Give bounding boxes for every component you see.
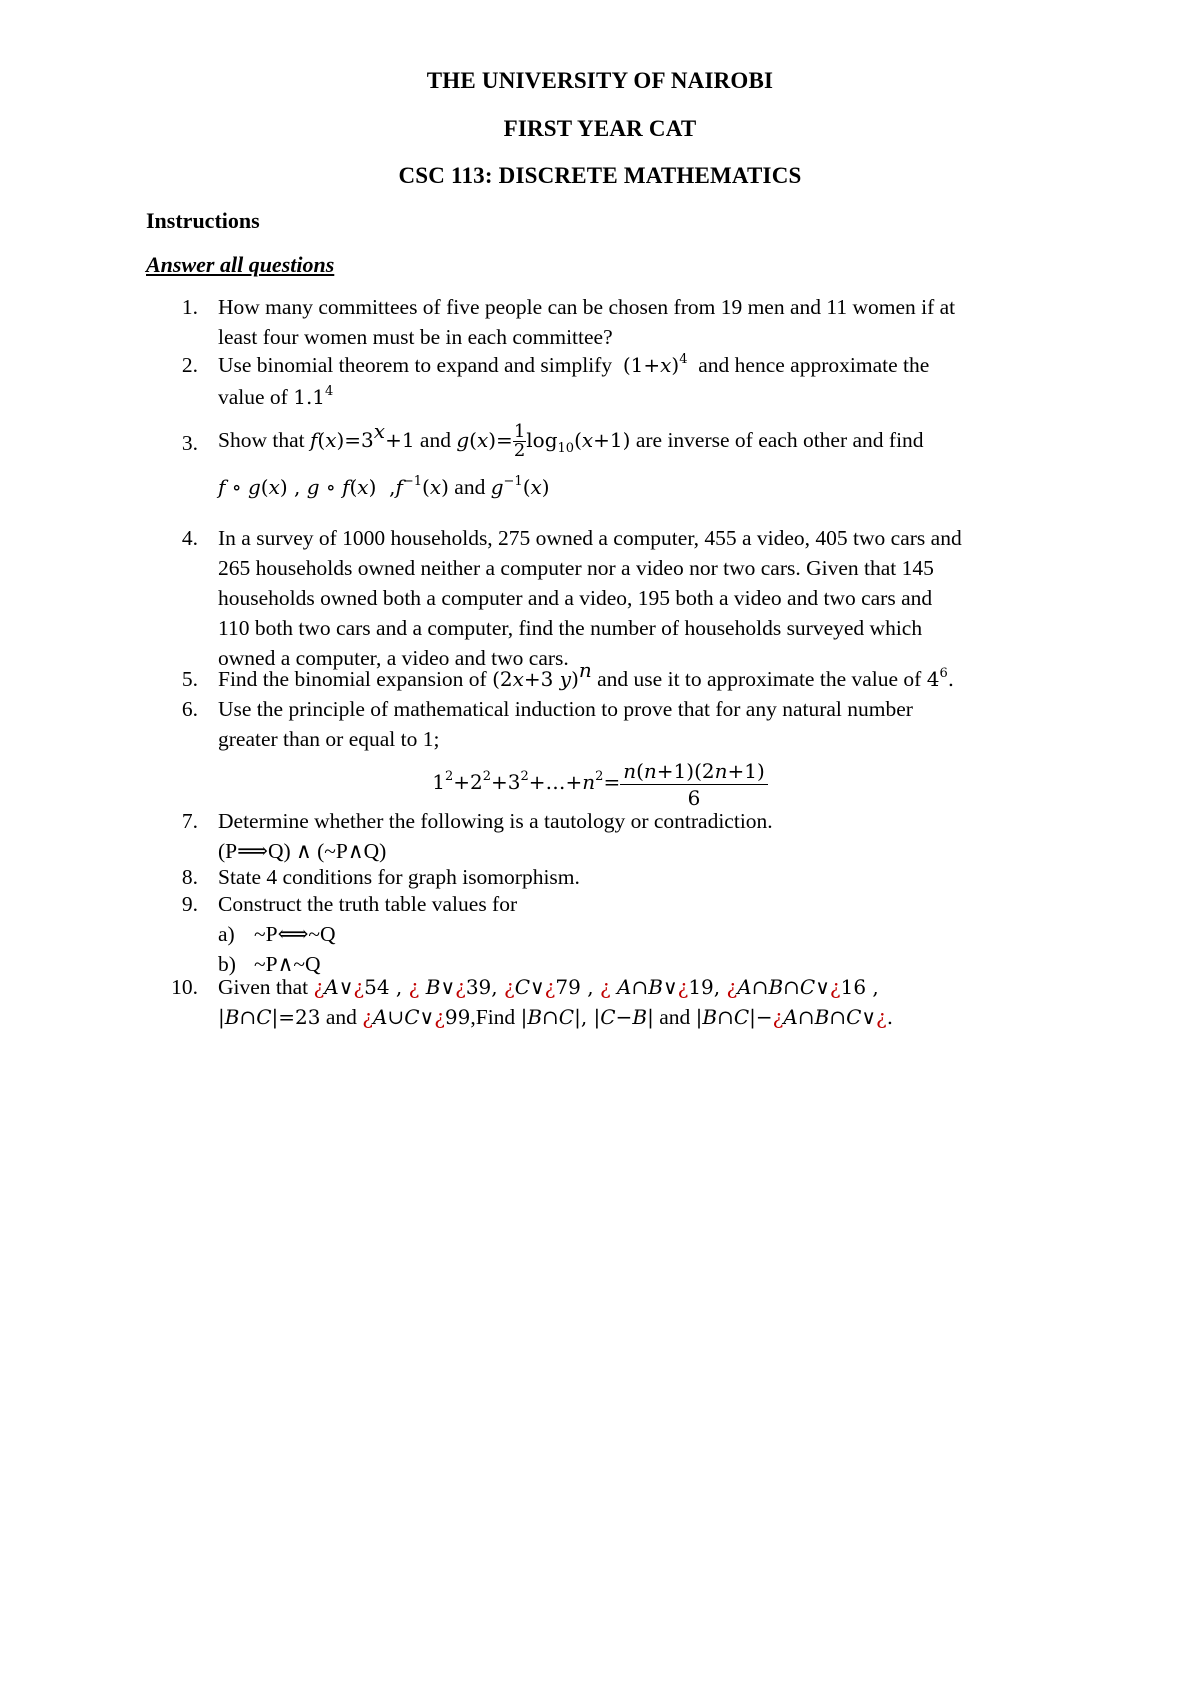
- question-text: value of: [218, 385, 288, 409]
- math-expression: $f(x)=3^x+1$: [309, 419, 415, 452]
- math-expression: $4^6$.: [926, 666, 955, 691]
- question-text: State 4 conditions for graph isomorphism.: [218, 865, 580, 889]
- math-expression: f ∘ g(x) , g ∘ f(x) $,f^{-1}(x)$: [218, 474, 449, 499]
- question-number: 3.: [181, 431, 198, 455]
- question-number: 4.: [181, 526, 198, 550]
- question-text: greater than or equal to 1;: [218, 727, 440, 751]
- question-text: least four women must be in each committee?: [218, 325, 613, 349]
- math-expression: ¿A∨¿54 , ¿ B∨¿39, ¿C∨¿79 , ¿ A∩B∨¿19, ¿A∩B∩C∨¿16 ,: [313, 975, 879, 999]
- sub-label: b): [218, 952, 236, 976]
- question-text: Given that: [218, 975, 309, 999]
- question-number: 2.: [181, 353, 198, 377]
- question-text: Show that: [218, 428, 305, 452]
- question-text: and use it to approximate the value of: [597, 667, 922, 691]
- question-text: and: [659, 1005, 691, 1029]
- question-text: How many committees of five people can be chosen from 19 men and 11 women if at: [218, 295, 956, 319]
- question-text: and: [325, 1005, 357, 1029]
- math-expression: ¿A∪C∨¿99: [362, 1005, 471, 1029]
- question-text: and hence approximate the: [698, 353, 930, 377]
- math-expression: g(x)= $\frac{1}{2}$ $\log_{10}(x+1)$: [456, 421, 631, 461]
- question-text: and: [419, 428, 451, 452]
- question-number: 10.: [171, 975, 198, 999]
- question-text: Use the principle of mathematical induction to prove that for any natural number: [218, 697, 913, 721]
- question-text: 110 both two cars and a computer, find the number of households surveyed which: [218, 616, 923, 640]
- question-number: 8.: [181, 865, 198, 889]
- instructions-directive: Answer all questions: [146, 252, 335, 277]
- instructions-title: Instructions: [146, 208, 260, 233]
- question-text: Find the binomial expansion of: [218, 667, 487, 691]
- question-number: 9.: [181, 892, 198, 916]
- question-text: households owned both a computer and a video, 195 both a video and two cars and: [218, 586, 933, 610]
- question-text: owned a computer, a video and two cars.: [218, 646, 569, 670]
- question-text: In a survey of 1000 households, 275 owned a computer, 455 a video, 405 two cars and: [218, 526, 962, 550]
- question-text: are inverse of each other and find: [635, 428, 924, 452]
- math-expression: $(1+x)^4$: [622, 352, 688, 377]
- math-expression: |B∩C|, |C−B|: [520, 1005, 654, 1029]
- math-expression: $1.1^4$: [293, 384, 334, 409]
- fraction: $\frac{n(n+1)(2n+1)}{6}$: [620, 758, 768, 811]
- exam-title: FIRST YEAR CAT: [503, 116, 697, 141]
- course-title: CSC 113: DISCRETE MATHEMATICS: [398, 163, 802, 188]
- sub-label: a): [218, 922, 235, 946]
- question-text: 265 households owned neither a computer nor a video nor two cars. Given that 145: [218, 556, 934, 580]
- logic-expression: (P⟹Q) ∧ (~P∧Q): [218, 839, 387, 863]
- question-text: Construct the truth table values for: [218, 892, 518, 916]
- math-expression: |B∩C|=23: [218, 1005, 321, 1029]
- question-text: Determine whether the following is a tautology or contradiction.: [218, 809, 773, 833]
- induction-formula: $1^2+2^2+3^2+\dots+n^2=$ $\frac{n(n+1)(2n+1)}{6}$: [0, 758, 1200, 811]
- logic-expression: ~P⟺~Q: [254, 922, 336, 946]
- question-number: 6.: [181, 697, 198, 721]
- question-text: Use binomial theorem to expand and simplify: [218, 353, 613, 377]
- university-title: THE UNIVERSITY OF NAIROBI: [426, 68, 774, 93]
- question-number: 5.: [181, 667, 198, 691]
- math-expression: (2x+3 y)$^n$: [492, 658, 592, 691]
- question-number: 7.: [181, 809, 198, 833]
- sub-question-a: [218, 919, 1078, 949]
- question-text: ,Find: [470, 1005, 516, 1029]
- math-expression: $g^{-1}(x)$: [490, 474, 550, 499]
- math-expression: |B∩C|−¿A∩B∩C∨¿.: [695, 1005, 894, 1029]
- logic-expression: ~P∧~Q: [254, 952, 321, 976]
- question-number: 1.: [181, 295, 198, 319]
- question-text: and: [454, 475, 486, 499]
